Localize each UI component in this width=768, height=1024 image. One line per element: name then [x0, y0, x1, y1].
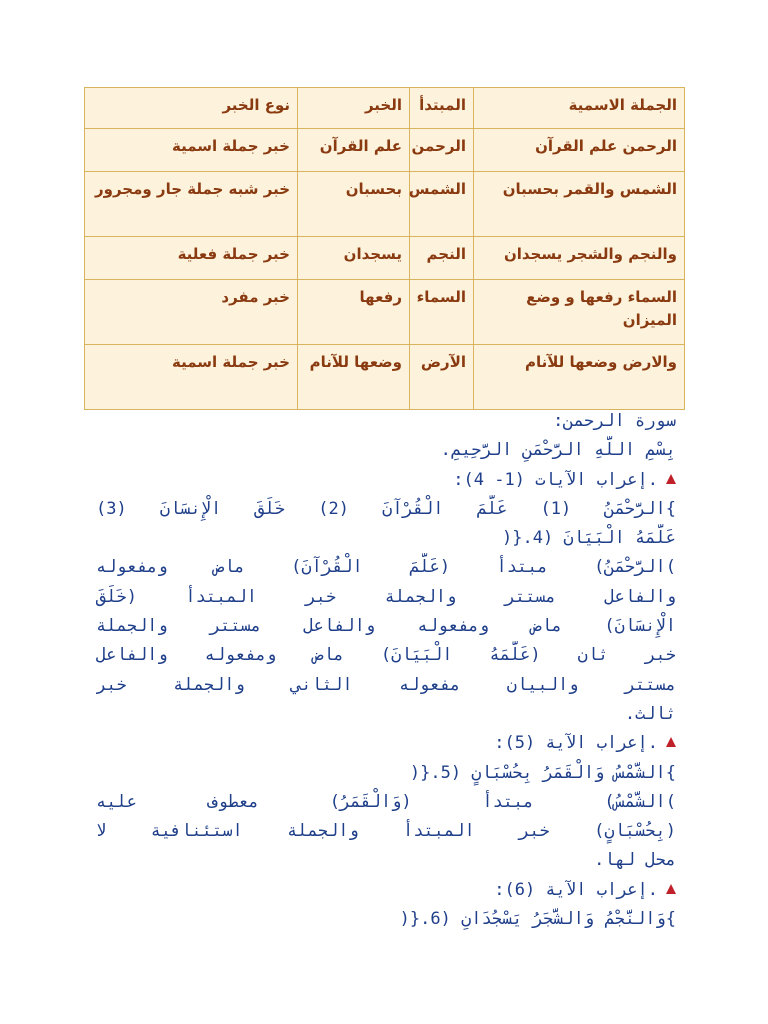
cell-predicate: وضعها للآنام	[298, 345, 410, 410]
red-triangle-up-icon	[666, 884, 676, 894]
red-triangle-up-icon	[666, 474, 676, 484]
cell-predicate: علم القرآن	[298, 129, 410, 172]
analysis-line: )الشَّمْسُ) مبتدأ (وَالْقَمَرُ) معطوف عليه	[96, 791, 676, 812]
header-predicate: الخبر	[298, 88, 410, 129]
table-row	[85, 129, 685, 172]
verse-line: }الشَّمْسُ وَالْقَمَرُ بِحُسْبَانٍ (5.{(	[409, 762, 676, 783]
heading-text: .إعراب الآية (5):	[494, 733, 658, 754]
cell-subject: السماء	[410, 280, 474, 345]
cell-predicate: رفعها	[298, 280, 410, 345]
analysis-line: والفاعل مستتر والجملة خبر المبتدأ (خَلَقَ	[96, 586, 676, 607]
heading-text: .إعراب الآية (6):	[494, 879, 658, 900]
header-sentence: الجملة الاسمية	[474, 88, 685, 129]
cell-type: خبر جملة اسمية	[85, 129, 298, 172]
cell-sentence: والارض وضعها للآنام	[474, 345, 685, 410]
verse-line: }الرَّحْمَنُ (1) عَلَّمَ الْقُرْآنَ (2) خَلَقَ الْإِنسَانَ (3)	[96, 498, 676, 519]
cell-sentence: والنجم والشجر يسجدان	[474, 237, 685, 280]
cell-sentence: الرحمن علم القرآن	[474, 129, 685, 172]
surah-title: سورة الرحمن:	[553, 411, 676, 431]
table-row	[85, 237, 685, 280]
analysis-line: خبر ثان (عَلَّمَهُ الْبَيَانَ) ماض ومفعوله والفاعل	[96, 645, 676, 666]
analysis-line: )الرَّحْمَنُ) مبتدأ (عَلَّمَ الْقُرْآنَ) ماض ومفعوله	[96, 557, 676, 578]
verse-line: عَلَّمَهُ الْبَيَانَ (4.{(	[501, 528, 676, 549]
table-row	[85, 280, 685, 345]
section-heading	[96, 876, 676, 905]
section-heading	[96, 466, 676, 495]
basmala: بِسْمِ اللَّهِ الرَّحْمَنِ الرَّحِيمِ.	[440, 440, 676, 461]
analysis-line: مستتر والبيان مفعوله الثاني والجملة خبر	[96, 674, 676, 695]
cell-predicate: بحسبان	[298, 172, 410, 237]
header-type: نوع الخبر	[85, 88, 298, 129]
analysis-line: ثالث.	[624, 703, 676, 724]
cell-sentence: السماء رفعها و وضع الميزان	[474, 280, 685, 345]
header-subject: المبتدأ	[410, 88, 474, 129]
cell-subject: الرحمن	[410, 129, 474, 172]
red-triangle-up-icon	[666, 737, 676, 747]
cell-type: خبر مفرد	[85, 280, 298, 345]
surah-analysis-text	[96, 407, 676, 934]
analysis-line: محل لها.	[594, 850, 676, 871]
grammar-table	[84, 87, 685, 410]
cell-subject: الشمس	[410, 172, 474, 237]
table-row	[85, 172, 685, 237]
analysis-line: (بِحُسْبَانٍ) خبر المبتدأ والجملة استئنافية لا	[96, 821, 676, 842]
verse-line: }وَالنَّجْمُ وَالشَّجَرُ يَسْجُدَانِ (6.{(	[399, 909, 676, 930]
analysis-line: الْإِنسَانَ) ماض ومفعوله والفاعل مستتر والجملة	[96, 616, 676, 637]
cell-subject: النجم	[410, 237, 474, 280]
heading-text: .إعراب الآيات (1- 4):	[453, 469, 658, 490]
cell-type: خبر جملة فعلية	[85, 237, 298, 280]
cell-subject: الآرض	[410, 345, 474, 410]
section-heading	[96, 729, 676, 758]
table-row	[85, 345, 685, 410]
cell-predicate: يسجدان	[298, 237, 410, 280]
cell-sentence: الشمس والقمر بحسبان	[474, 172, 685, 237]
cell-type: خبر شبه جملة جار ومجرور	[85, 172, 298, 237]
table-header-row	[85, 88, 685, 129]
cell-type: خبر جملة اسمية	[85, 345, 298, 410]
